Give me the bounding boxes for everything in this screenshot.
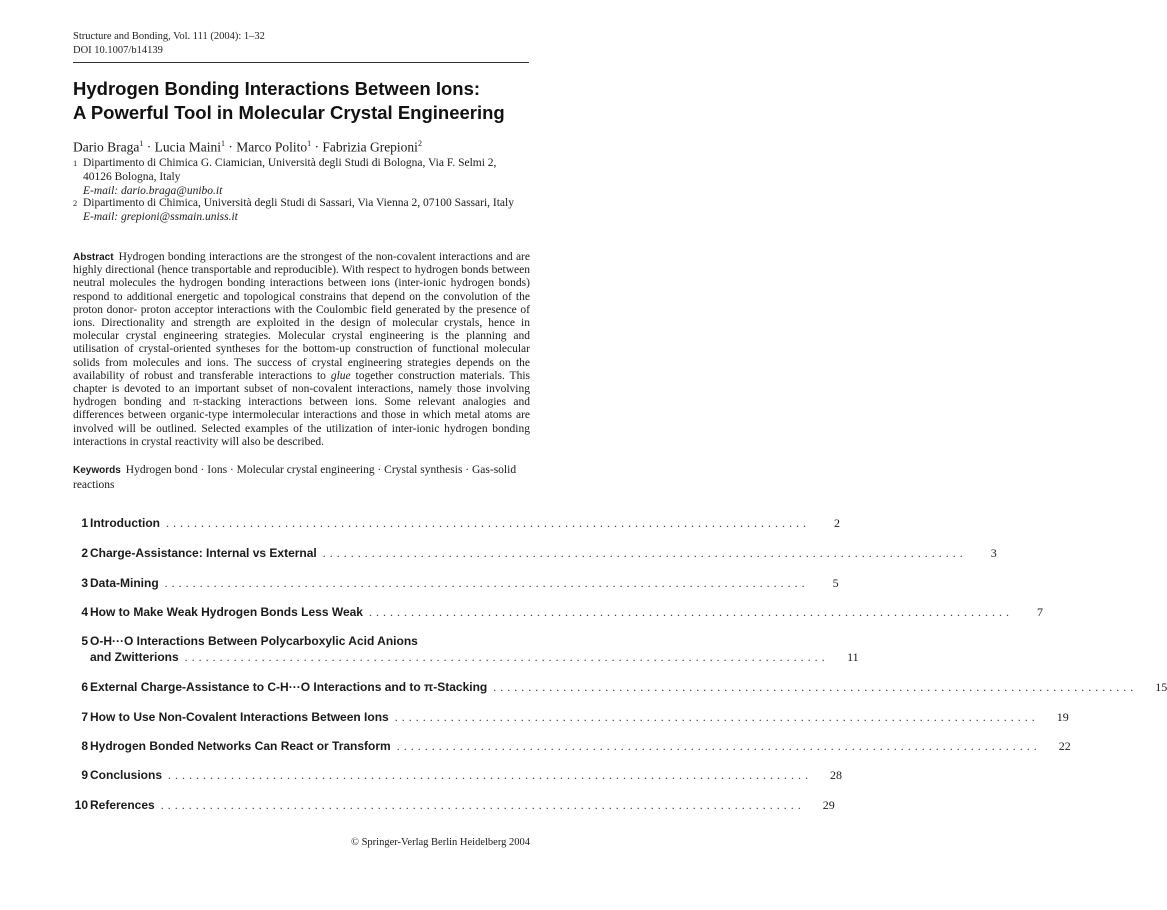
author: Marco Polito bbox=[236, 139, 308, 155]
toc-number: 4 bbox=[81, 605, 88, 619]
toc-page: 28 bbox=[830, 768, 843, 782]
toc-number: 6 bbox=[81, 680, 88, 694]
toc-title: External Charge-Assistance to C-H···O Interactions and to π-Stacking bbox=[90, 680, 488, 694]
toc-title: O-H···O Interactions Between Polycarboxylic Acid Anions bbox=[90, 634, 418, 648]
toc-page: 7 bbox=[1036, 605, 1043, 619]
author-affiliation-mark: 1 bbox=[139, 139, 144, 148]
toc-leader-dots: ............................................................................................ bbox=[168, 768, 813, 782]
abstract-italic-word: glue bbox=[330, 369, 351, 382]
keywords bbox=[73, 463, 530, 492]
keywords-label: Keywords bbox=[73, 465, 121, 476]
abstract-text-part2: together construction materials. This chapter is devoted to an important subset of non-covalent interactions, namely those involving hydrogen bonding and π-stacking interactions between ions. Some relevant analogies and differences between organic-type intermolecular interactions and those in which metal atoms are involved will be outlined. Selected examples of the utilization of inter-ionic hydrogen bonding interactions in crystal reactivity will also be described. bbox=[73, 369, 530, 448]
toc-leader-dots: ............................................................................................ bbox=[493, 680, 1138, 694]
toc-page: 29 bbox=[822, 798, 835, 812]
author-separator: · bbox=[143, 139, 155, 155]
title-line-2: A Powerful Tool in Molecular Crystal Engineering bbox=[73, 102, 505, 123]
abstract-text-part1: Hydrogen bonding interactions are the strongest of the non-covalent interactions and are highly directional (hence transportable and reproducible). With respect to hydrogen bonds between neutral molecules the hydrogen bonding interactions between ions (inter-ionic hydrogen bonds) respond to additional energetic and topological constrains that depend on the convolution of the proton donor- proton acceptor interactions with the Coulombic field generated by the presence of ions. Directionality and strength are exploited in the design of molecular crystals, hence in molecular crystal engineering strategies. Molecular crystal engineering is the planning and utilisation of crystal-oriented syntheses for the bottom-up construction of functional molecular solids from molecules and ions. The success of crystal engineering strategies depends on the availability of robust and transferable interactions to bbox=[73, 251, 530, 382]
toc-leader-dots: ............................................................................................ bbox=[394, 710, 1039, 724]
toc-leader-dots: ............................................................................................ bbox=[164, 576, 809, 590]
affiliation-number: 1 bbox=[73, 158, 78, 168]
author: Fabrizia Grepioni bbox=[322, 139, 418, 155]
toc-title: Conclusions bbox=[90, 768, 163, 782]
toc-number: 7 bbox=[81, 710, 88, 724]
author-separator: · bbox=[311, 139, 323, 155]
affiliation-city: 40126 Bologna, Italy bbox=[83, 171, 181, 183]
toc-leader-dots: ............................................................................................ bbox=[368, 605, 1013, 619]
toc-title: References bbox=[90, 798, 155, 812]
doi: DOI 10.1007/b14139 bbox=[73, 45, 163, 56]
toc-page: 5 bbox=[832, 576, 839, 590]
author-affiliation-mark: 2 bbox=[417, 139, 422, 148]
toc-page: 3 bbox=[990, 546, 997, 560]
toc-page: 2 bbox=[833, 516, 840, 530]
toc-number: 10 bbox=[74, 798, 88, 812]
author-affiliation-mark: 1 bbox=[307, 139, 312, 148]
toc-leader-dots: ............................................................................................ bbox=[184, 650, 829, 664]
toc-number: 3 bbox=[81, 576, 88, 590]
keywords-text: Hydrogen bond · Ions · Molecular crystal engineering · Crystal synthesis · Gas-solid reactions bbox=[73, 464, 517, 491]
copyright-footer: © Springer-Verlag Berlin Heidelberg 2004 bbox=[350, 837, 530, 848]
journal-citation: Structure and Bonding, Vol. 111 (2004): 1–32 bbox=[73, 31, 265, 42]
toc-page: 22 bbox=[1058, 739, 1071, 753]
affiliation-address: Dipartimento di Chimica, Università degli Studi di Sassari, Via Vienna 2, 07100 Sassari, Italy bbox=[83, 197, 514, 209]
toc-number: 2 bbox=[81, 546, 88, 560]
abstract-label: Abstract bbox=[73, 252, 114, 263]
toc-title: Charge-Assistance: Internal vs External bbox=[90, 546, 317, 560]
toc-page: 19 bbox=[1056, 710, 1069, 724]
toc-number: 9 bbox=[81, 768, 88, 782]
title-line-1: Hydrogen Bonding Interactions Between Ions: bbox=[73, 78, 481, 99]
toc-leader-dots: ............................................................................................ bbox=[160, 798, 805, 812]
paper-title bbox=[73, 77, 543, 125]
toc-title-continued: and Zwitterions bbox=[90, 650, 179, 664]
author-affiliation-mark: 1 bbox=[220, 139, 225, 148]
email-label: E-mail: bbox=[83, 211, 119, 223]
toc-title: Data-Mining bbox=[90, 576, 159, 590]
affiliation-2 bbox=[73, 196, 543, 224]
toc-page: 11 bbox=[847, 650, 859, 664]
abstract bbox=[73, 251, 530, 449]
toc-page: 15 bbox=[1155, 680, 1167, 694]
toc-number: 1 bbox=[81, 516, 88, 530]
author: Dario Braga bbox=[73, 139, 140, 155]
toc-title: How to Use Non-Covalent Interactions Between Ions bbox=[90, 710, 389, 724]
toc-title: Hydrogen Bonded Networks Can React or Transform bbox=[90, 739, 391, 753]
affiliation-address: Dipartimento di Chimica G. Ciamician, Università degli Studi di Bologna, Via F. Selmi 2, bbox=[83, 157, 497, 169]
email-label: E-mail: bbox=[83, 185, 119, 197]
toc-number: 8 bbox=[81, 739, 88, 753]
affiliation-1 bbox=[73, 156, 543, 198]
toc-number: 5 bbox=[81, 634, 88, 648]
author: Lucia Maini bbox=[154, 139, 221, 155]
toc-title: Introduction bbox=[90, 516, 160, 530]
running-head bbox=[73, 30, 529, 63]
toc-title: How to Make Weak Hydrogen Bonds Less Weak bbox=[90, 605, 363, 619]
author-list bbox=[73, 135, 543, 157]
author-separator: · bbox=[224, 139, 237, 155]
toc-leader-dots: ............................................................................................ bbox=[322, 546, 967, 560]
toc-leader-dots: ............................................................................................ bbox=[165, 516, 810, 530]
author-email-link[interactable]: grepioni@ssmain.uniss.it bbox=[121, 211, 238, 223]
author-email-link[interactable]: dario.braga@unibo.it bbox=[121, 185, 223, 197]
toc-leader-dots: ............................................................................................ bbox=[396, 739, 1041, 753]
affiliation-number: 2 bbox=[73, 198, 78, 208]
